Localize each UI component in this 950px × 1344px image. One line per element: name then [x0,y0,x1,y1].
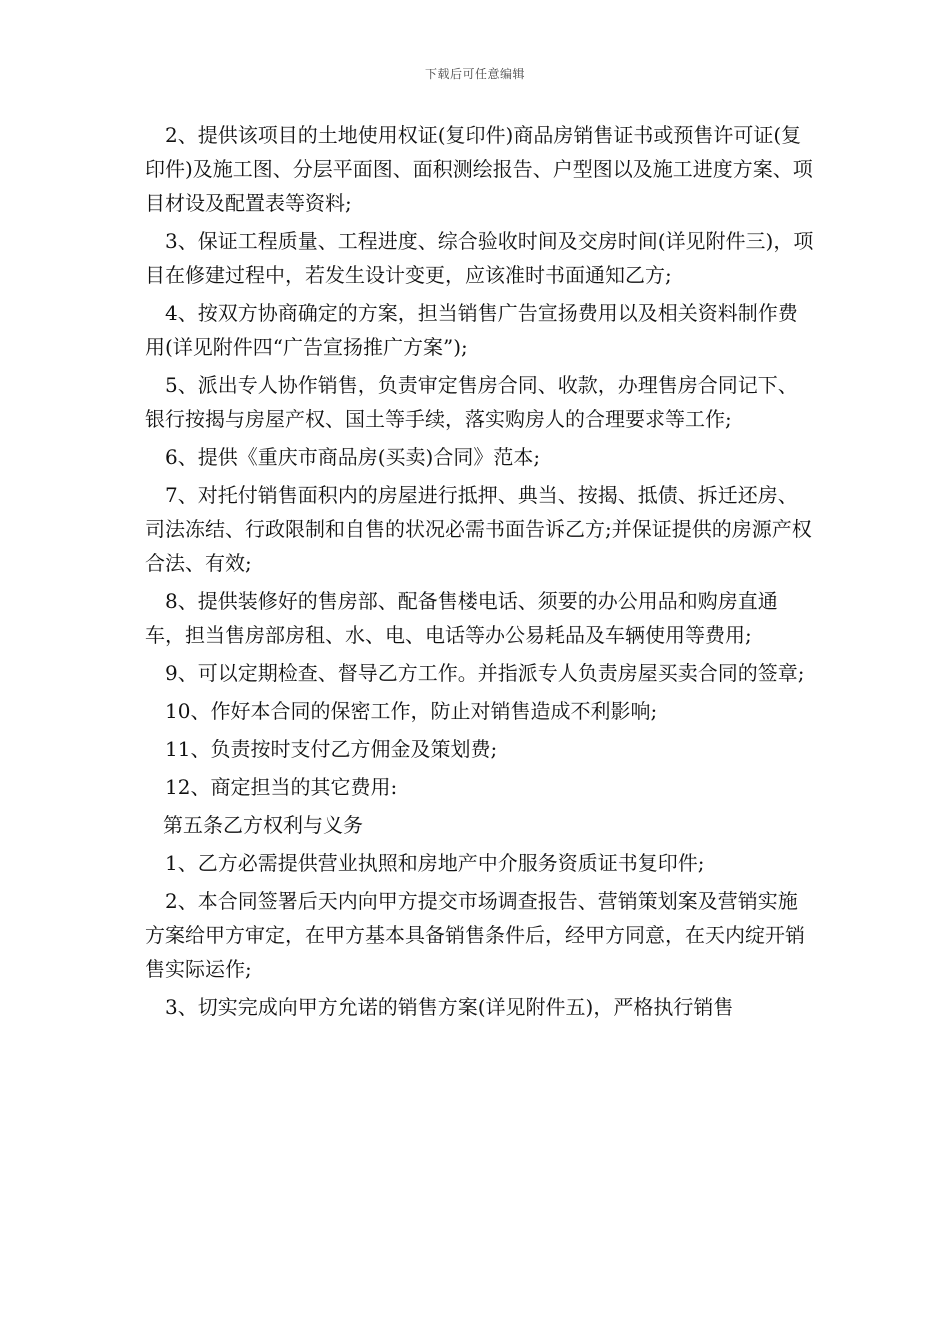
paragraph-item-12: 12、商定担当的其它费用: [165,775,398,799]
paragraph-item-7: 7、对托付销售面积内的房屋进行抵押、典当、按揭、抵债、拆迁还房、司法冻结、行政限制和自售的状况必需书面告诉乙方;并保证提供的房源产权合法、有效; [145,483,812,575]
paragraph-item-b3: 3、切实完成向甲方允诺的销售方案(详见附件五)，严格执行销售 [165,995,734,1019]
document-body [145,118,815,1028]
page-header-note: 下载后可任意编辑 [424,67,525,81]
paragraph-item-b2: 2、本合同签署后天内向甲方提交市场调查报告、营销策划案及营销实施方案给甲方审定，在甲方基本具备销售条件后，经甲方同意，在天内绽开销售实际运作; [145,889,805,981]
paragraph-item-2: 2、提供该项目的土地使用权证(复印件)商品房销售证书或预售许可证(复印件)及施工图、分层平面图、面积测绘报告、户型图以及施工进度方案、项目材设及配置表等资料; [145,123,813,215]
paragraph-item-4: 4、按双方协商确定的方案，担当销售广告宣扬费用以及相关资料制作费用(详见附件四“广告宣扬推广方案”); [145,301,798,359]
section-heading-article-5: 第五条乙方权利与义务 [163,813,363,837]
paragraph-item-10: 10、作好本合同的保密工作，防止对销售造成不利影响; [165,699,658,723]
paragraph-item-b1: 1、乙方必需提供营业执照和房地产中介服务资质证书复印件; [165,851,705,875]
paragraph-item-8: 8、提供装修好的售房部、配备售楼电话、须要的办公用品和购房直通车，担当售房部房租、水、电、电话等办公易耗品及车辆使用等费用; [145,589,778,647]
paragraph-item-3: 3、保证工程质量、工程进度、综合验收时间及交房时间(详见附件三)，项目在修建过程中，若发生设计变更，应该准时书面通知乙方; [145,229,814,287]
paragraph-item-5: 5、派出专人协作销售，负责审定售房合同、收款，办理售房合同记下、银行按揭与房屋产权、国土等手续，落实购房人的合理要求等工作; [145,373,798,431]
paragraph-item-9: 9、可以定期检查、督导乙方工作。并指派专人负责房屋买卖合同的签章; [165,661,805,685]
paragraph-item-11: 11、负责按时支付乙方佣金及策划费; [165,737,498,761]
paragraph-item-6: 6、提供《重庆市商品房(买卖)合同》范本; [165,445,541,469]
